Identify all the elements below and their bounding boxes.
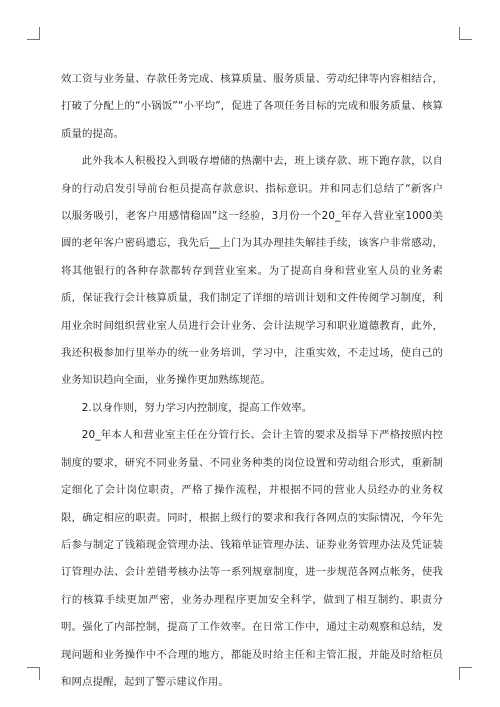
- crop-mark-top-left: [27, 27, 40, 40]
- crop-mark-bottom-left: [27, 667, 40, 680]
- crop-mark-top-right: [459, 27, 472, 40]
- section-heading-internal-control: 2.以身作则，努力学习内控制度，提高工作效率。: [81, 401, 313, 414]
- crop-mark-bottom-right: [459, 667, 472, 680]
- document-body: [61, 66, 443, 696]
- paragraph-continuation: 效工资与业务量、存款任务完成、核算质量、服务质量、劳动纪律等内容相结合，打破了分配上的“小锅饭”“小平均”，促进了各项任务目标的完成和服务质量、核算质量的提高。: [61, 73, 443, 140]
- paragraph-internal-control: 20_年本人和营业室主任在分管行长、会计主管的要求及指导下严格按照内控制度的要求，研究不同业务量、不同业务种类的岗位设置和劳动组合形式，重新制定细化了会计岗位职责，严格了操作流程，并根据不同的营业人员经办的业务权限，确定相应的职责。同时，根据上级行的要求和我行各网点的实际情况，今年先后参与制定了钱箱现金管理办法、钱箱单证管理办法、证券业务管理办法及凭证装订管理办法、会计差错考核办法等一系列规章制度，进一步规范各网点帐务，使我行的核算手续更加严密，业务办理程序更加安全科学，做到了相互制约、职责分明。强化了内部控制，提高了工作效率。在日常工作中，通过主动观察和总结，发现问题和业务操作中不合理的地方，都能及时给主任和主管汇报，并能及时给柜员和网点提醒，起到了警示建议作用。: [61, 429, 443, 688]
- paragraph-deposits: 此外我本人积极投入到吸存增储的热潮中去，班上谈存款、班下跑存款，以自身的行动启发引导前台柜员提高存款意识、指标意识。并和同志们总结了“新客户以服务吸引，老客户用感情稳固”这一经验，3月份一个20_年存入营业室1000美圆的老年客户密码遗忘，我先后__上门为其办理挂失解挂手续，该客户非常感动，将其他银行的各种存款都转存到营业室来。为了提高自身和营业室人员的业务素质，保证我行会计核算质量，我们制定了详细的培训计划和文件传阅学习制度，利用业余时间组织营业室人员进行会计业务、会计法规学习和职业道德教育，此外，我还积极参加行里举办的统一业务培训，学习中，注重实效，不走过场，使自己的业务知识趋向全面，业务操作更加熟练规范。: [61, 155, 443, 387]
